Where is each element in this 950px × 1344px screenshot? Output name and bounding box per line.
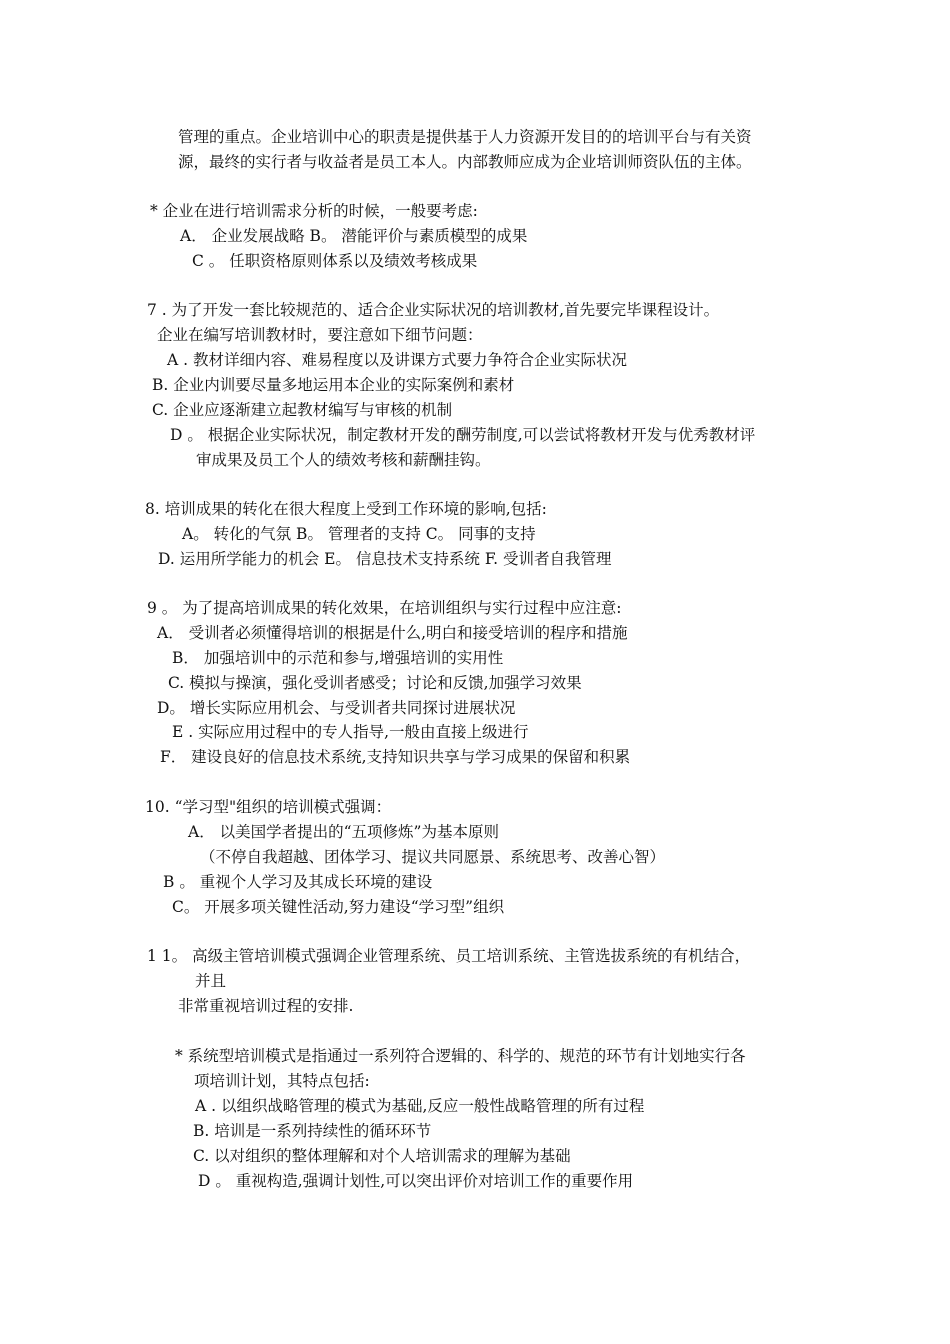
text-line: 10. “学习型"组织的培训模式强调： bbox=[145, 798, 392, 816]
text-line: 1 1。 高级主管培训模式强调企业管理系统、员工培训系统、主管选拔系统的有机结合， bbox=[147, 947, 751, 965]
text-line: B. 企业内训要尽量多地运用本企业的实际案例和素材 bbox=[152, 376, 515, 394]
text-line: D 。 重视构造,强调计划性,可以突出评价对培训工作的重要作用 bbox=[198, 1172, 634, 1190]
text-line: D 。 根据企业实际状况，制定教材开发的酬劳制度,可以尝试将教材开发与优秀教材评 bbox=[170, 426, 756, 444]
text-line: A． 受训者必须懂得培训的根据是什么,明白和接受培训的程序和措施 bbox=[157, 624, 628, 642]
text-line: C 。 任职资格原则体系以及绩效考核成果 bbox=[192, 252, 478, 270]
text-line: A . 以组织战略管理的模式为基础,反应一般性战略管理的所有过程 bbox=[195, 1097, 645, 1115]
text-line: F． 建设良好的信息技术系统,支持知识共享与学习成果的保留和积累 bbox=[160, 748, 631, 766]
text-line: 企业在编写培训教材时，要注意如下细节问题： bbox=[157, 326, 483, 344]
text-line: A。 转化的气氛 B。 管理者的支持 C。 同事的支持 bbox=[182, 525, 536, 543]
text-line: D。 增长实际应用机会、与受训者共同探讨进展状况 bbox=[157, 699, 516, 717]
text-line: B. 培训是一系列持续性的循环环节 bbox=[193, 1122, 432, 1140]
text-line: * 系统型培训模式是指通过一系列符合逻辑的、科学的、规范的环节有计划地实行各 bbox=[175, 1047, 746, 1065]
text-line: 并且 bbox=[195, 972, 227, 990]
text-line: C。 开展多项关键性活动,努力建设“学习型”组织 bbox=[172, 898, 505, 916]
text-line: C. 模拟与操演，强化受训者感受；讨论和反馈,加强学习效果 bbox=[168, 674, 582, 692]
text-line: A . 教材详细内容、难易程度以及讲课方式要力争符合企业实际状况 bbox=[167, 351, 627, 369]
text-line: D. 运用所学能力的机会 E。 信息技术支持系统 F. 受训者自我管理 bbox=[158, 550, 612, 568]
text-line: 8. 培训成果的转化在很大程度上受到工作环境的影响,包括: bbox=[145, 500, 547, 518]
text-line: 非常重视培训过程的安排. bbox=[178, 997, 354, 1015]
text-line: 管理的重点。企业培训中心的职责是提供基于人力资源开发目的的培训平台与有关资 bbox=[178, 128, 752, 146]
text-line: * 企业在进行培训需求分析的时候，一般要考虑: bbox=[150, 202, 478, 220]
text-line: 项培训计划，其特点包括: bbox=[194, 1072, 370, 1090]
text-line: C. 企业应逐渐建立起教材编写与审核的机制 bbox=[152, 401, 453, 419]
text-line: 审成果及员工个人的绩效考核和薪酬挂钩。 bbox=[196, 451, 491, 469]
text-line: A． 以美国学者提出的“五项修炼”为基本原则 bbox=[188, 823, 499, 841]
text-line: B 。 重视个人学习及其成长环境的建设 bbox=[163, 873, 433, 891]
text-line: E . 实际应用过程中的专人指导,一般由直接上级进行 bbox=[172, 723, 529, 741]
text-line: C. 以对组织的整体理解和对个人培训需求的理解为基础 bbox=[193, 1147, 571, 1165]
text-line: （不停自我超越、团体学习、提议共同愿景、系统思考、改善心智） bbox=[200, 848, 666, 866]
text-line: 9 。 为了提高培训成果的转化效果，在培训组织与实行过程中应注意: bbox=[147, 599, 622, 617]
text-line: A． 企业发展战略 B。 潜能评价与素质模型的成果 bbox=[180, 227, 528, 245]
text-line: B． 加强培训中的示范和参与,增强培训的实用性 bbox=[172, 649, 504, 667]
text-line: 7 . 为了开发一套比较规范的、适合企业实际状况的培训教材,首先要完毕课程设计。 bbox=[147, 301, 720, 319]
text-line: 源，最终的实行者与收益者是员工本人。内部教师应成为企业培训师资队伍的主体。 bbox=[178, 153, 752, 171]
